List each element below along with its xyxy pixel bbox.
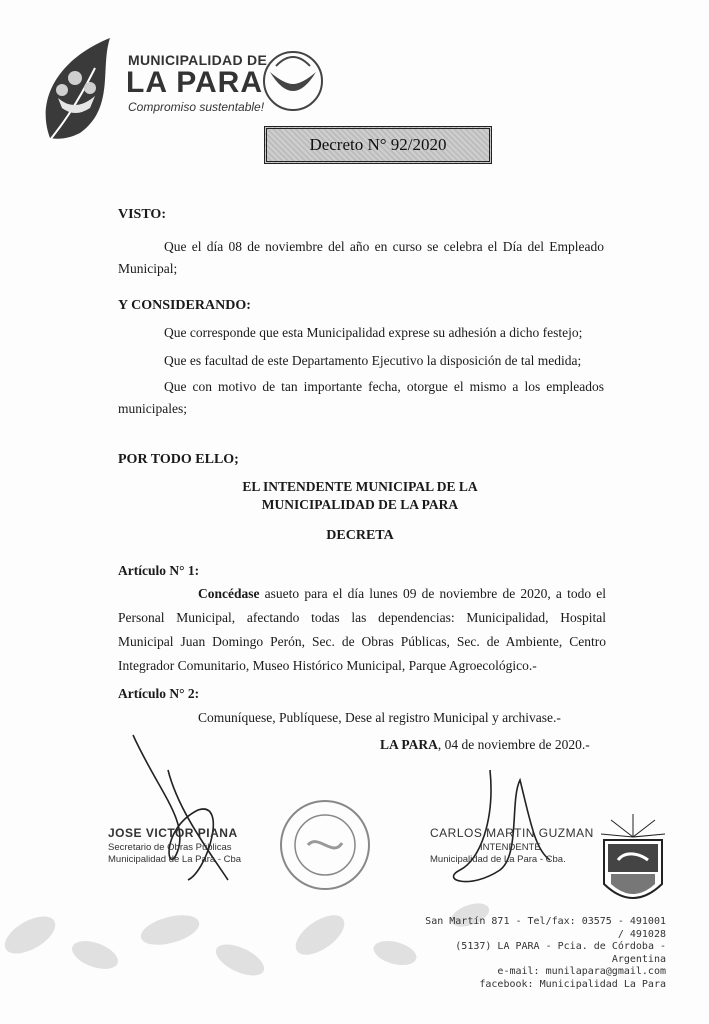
leaf-seal-icon <box>262 50 324 112</box>
signature-scribble-right <box>440 760 560 890</box>
article2-label: Artículo N° 2: <box>118 686 200 701</box>
visto-heading: VISTO: <box>118 207 166 222</box>
signature-left-name: JOSE VICTOR PIANA <box>108 826 238 840</box>
footer-email: e-mail: munilapara@gmail.com <box>497 966 666 977</box>
considerando-heading: Y CONSIDERANDO: <box>118 298 251 313</box>
por-todo-heading: POR TODO ELLO; <box>118 452 239 467</box>
signature-right-name: CARLOS MARTIN GUZMAN <box>430 826 594 840</box>
intendente-heading <box>150 478 570 514</box>
municipal-round-stamp <box>278 798 372 892</box>
place-name: LA PARA <box>380 737 438 752</box>
place-date <box>380 737 590 753</box>
article2-text: Comuníquese, Publíquese, Dese al registro Municipal y archivase.- <box>198 710 561 725</box>
brand-name-line2: LA PARA <box>126 66 263 99</box>
intendente-line2: MUNICIPALIDAD DE LA PARA <box>261 497 459 512</box>
decree-title: Decreto N° 92/2020 <box>309 135 447 154</box>
municipality-logo <box>40 38 120 148</box>
signature-scribble-left <box>118 730 248 890</box>
footer-contact-info <box>420 916 666 991</box>
coat-of-arms-icon <box>596 812 670 912</box>
signature-right-institution: Municipalidad de La Para - Cba. <box>430 854 566 865</box>
considerando-item: Que corresponde que esta Municipalidad exprese su adhesión a dicho festejo; <box>164 325 583 340</box>
considerando-item: Que con motivo de tan importante fecha, otorgue el mismo a los empleados municipales; <box>118 379 604 416</box>
article1-text <box>118 582 606 678</box>
footer-facebook: facebook: Municipalidad La Para <box>479 978 666 990</box>
article1-body: asueto para el día lunes 09 de noviembre de 2020, a todo el Personal Municipal, afectando todas las dependencias: Municipalidad, Hospital Municipal Juan Domingo Perón, Sec. de Obras Públicas, Sec. de Ambiente, Centro Integrador Comunitario, Museo Histórico Municipal, Parque Agroecológico.- <box>118 586 606 673</box>
article1-bold-word: Concédase <box>198 586 260 601</box>
intendente-line1: EL INTENDENTE MUNICIPAL DE LA <box>242 479 478 494</box>
brand-name-line1: MUNICIPALIDAD DE <box>128 52 268 68</box>
signature-right-role: INTENDENTE <box>480 842 541 853</box>
considerando-item: Que es facultad de este Departamento Ejecutivo la disposición de tal medida; <box>164 353 582 368</box>
decreta-heading: DECRETA <box>326 528 394 543</box>
decree-number-box <box>264 126 492 164</box>
article1-label: Artículo N° 1: <box>118 563 200 578</box>
footer-city: (5137) LA PARA - Pcia. de Córdoba - Argentina <box>455 941 666 965</box>
brand-tagline: Compromiso sustentable! <box>128 100 265 114</box>
footer-address: San Martín 871 - Tel/fax: 03575 - 491001 / 491028 <box>425 916 666 940</box>
visto-text: Que el día 08 de noviembre del año en curso se celebra el Día del Empleado Municipal; <box>118 239 604 276</box>
signature-left-institution: Municipalidad de La Para - Cba <box>108 854 242 865</box>
signature-left-role: Secretario de Obras Públicas <box>108 842 232 853</box>
date-text: , 04 de noviembre de 2020.- <box>437 737 590 752</box>
